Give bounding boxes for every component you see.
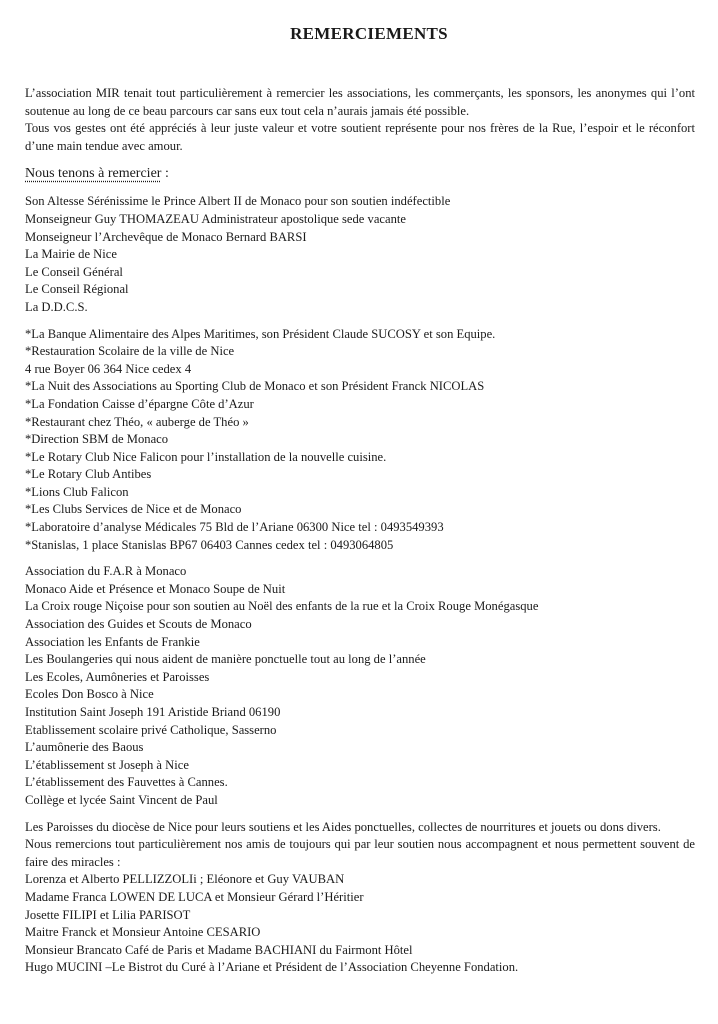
list-item: L’établissement des Fauvettes à Cannes. bbox=[25, 775, 228, 790]
list-item: Les Ecoles, Aumôneries et Paroisses bbox=[25, 669, 210, 684]
list-item: La Croix rouge Niçoise pour son soutien au Noël des enfants de la rue et la Croix Rouge Monégasque bbox=[25, 599, 539, 614]
list-item: Le Conseil Régional bbox=[25, 282, 129, 297]
thanks-group-associations bbox=[25, 563, 695, 809]
list-item: Les Boulangeries qui nous aident de manière ponctuelle tout au long de l’année bbox=[25, 652, 426, 667]
list-item: Son Altesse Sérénissime le Prince Albert II de Monaco pour son soutien indéfectible bbox=[25, 194, 451, 209]
subheading-text: Nous tenons à remercier bbox=[25, 166, 162, 182]
list-item: 4 rue Boyer 06 364 Nice cedex 4 bbox=[25, 361, 192, 376]
list-item: *Restauration Scolaire de la ville de Nice bbox=[25, 344, 235, 359]
thanks-group-institutions bbox=[25, 193, 695, 316]
subheading-colon: : bbox=[161, 166, 169, 182]
list-item: *La Nuit des Associations au Sporting Club de Monaco et son Président Franck NICOLAS bbox=[25, 379, 485, 394]
list-item: *La Fondation Caisse d’épargne Côte d’Azur bbox=[25, 396, 254, 411]
list-item: Monsieur Brancato Café de Paris et Madame BACHIANI du Fairmont Hôtel bbox=[25, 942, 413, 957]
document-title: REMERCIEMENTS bbox=[290, 24, 448, 43]
intro-section bbox=[25, 85, 695, 155]
list-item: Association du F.A.R à Monaco bbox=[25, 564, 187, 579]
list-item: Madame Franca LOWEN DE LUCA et Monsieur Gérard l’Héritier bbox=[25, 889, 364, 904]
list-item: Association des Guides et Scouts de Monaco bbox=[25, 617, 252, 632]
paragraph: Nous remercions tout particulièrement nos amis de toujours qui par leur soutien nous accompagnent et nous permettent souvent de faire des miracles : bbox=[25, 837, 695, 869]
list-item: Monseigneur Guy THOMAZEAU Administrateur apostolique sede vacante bbox=[25, 211, 406, 226]
list-item: Etablissement scolaire privé Catholique, Sasserno bbox=[25, 722, 277, 737]
list-item: Le Conseil Général bbox=[25, 264, 123, 279]
intro-paragraph: L’association MIR tenait tout particulièrement à remercier les associations, les commerçants, les sponsors, les anonymes qui l’ont soutenue au long de ce beau parcours car sans eux tout cela n’aurais jamais été possible. bbox=[25, 86, 695, 118]
list-item: *Laboratoire d’analyse Médicales 75 Bld de l’Ariane 06300 Nice tel : 0493549393 bbox=[25, 520, 444, 535]
list-item: *Les Clubs Services de Nice et de Monaco bbox=[25, 502, 242, 517]
section-subheading bbox=[25, 164, 695, 184]
list-item: Monseigneur l’Archevêque de Monaco Bernard BARSI bbox=[25, 229, 307, 244]
list-item: Ecoles Don Bosco à Nice bbox=[25, 687, 154, 702]
document-page bbox=[25, 20, 695, 977]
paragraph: Les Paroisses du diocèse de Nice pour leurs soutiens et les Aides ponctuelles, collectes de nourritures et jouets ou dons divers. bbox=[25, 819, 661, 834]
list-item: *Lions Club Falicon bbox=[25, 484, 129, 499]
list-item: *Le Rotary Club Antibes bbox=[25, 467, 152, 482]
list-item: Maitre Franck et Monsieur Antoine CESARIO bbox=[25, 925, 261, 940]
list-item: Institution Saint Joseph 191 Aristide Briand 06190 bbox=[25, 705, 281, 719]
list-item: Josette FILIPI et Lilia PARISOT bbox=[25, 907, 191, 922]
list-item: *Restaurant chez Théo, « auberge de Théo » bbox=[25, 414, 249, 429]
list-item: *Direction SBM de Monaco bbox=[25, 432, 169, 447]
list-item: Lorenza et Alberto PELLIZZOLIi ; Eléonore et Guy VAUBAN bbox=[25, 872, 345, 887]
thanks-group-friends bbox=[25, 819, 695, 977]
list-item: Hugo MUCINI –Le Bistrot du Curé à l’Ariane et Président de l’Association Cheyenne Fondation. bbox=[25, 960, 519, 975]
list-item: *Le Rotary Club Nice Falicon pour l’installation de la nouvelle cuisine. bbox=[25, 449, 387, 464]
intro-paragraph: Tous vos gestes ont été appréciés à leur juste valeur et votre soutient représente pour nos frères de la Rue, l’espoir et le réconfort d’une main tendue avec amour. bbox=[25, 121, 695, 153]
list-item: *Stanislas, 1 place Stanislas BP67 06403 Cannes cedex tel : 0493064805 bbox=[25, 537, 394, 552]
list-item: Collège et lycée Saint Vincent de Paul bbox=[25, 792, 218, 807]
thanks-group-sponsors bbox=[25, 326, 695, 555]
list-item: L’établissement st Joseph à Nice bbox=[25, 757, 189, 772]
list-item: L’aumônerie des Baous bbox=[25, 740, 144, 755]
list-item: Association les Enfants de Frankie bbox=[25, 634, 200, 649]
list-item: Monaco Aide et Présence et Monaco Soupe de Nuit bbox=[25, 581, 286, 596]
list-item: *La Banque Alimentaire des Alpes Maritimes, son Président Claude SUCOSY et son Equipe. bbox=[25, 326, 496, 341]
list-item: La D.D.C.S. bbox=[25, 299, 88, 314]
list-item: La Mairie de Nice bbox=[25, 247, 117, 262]
